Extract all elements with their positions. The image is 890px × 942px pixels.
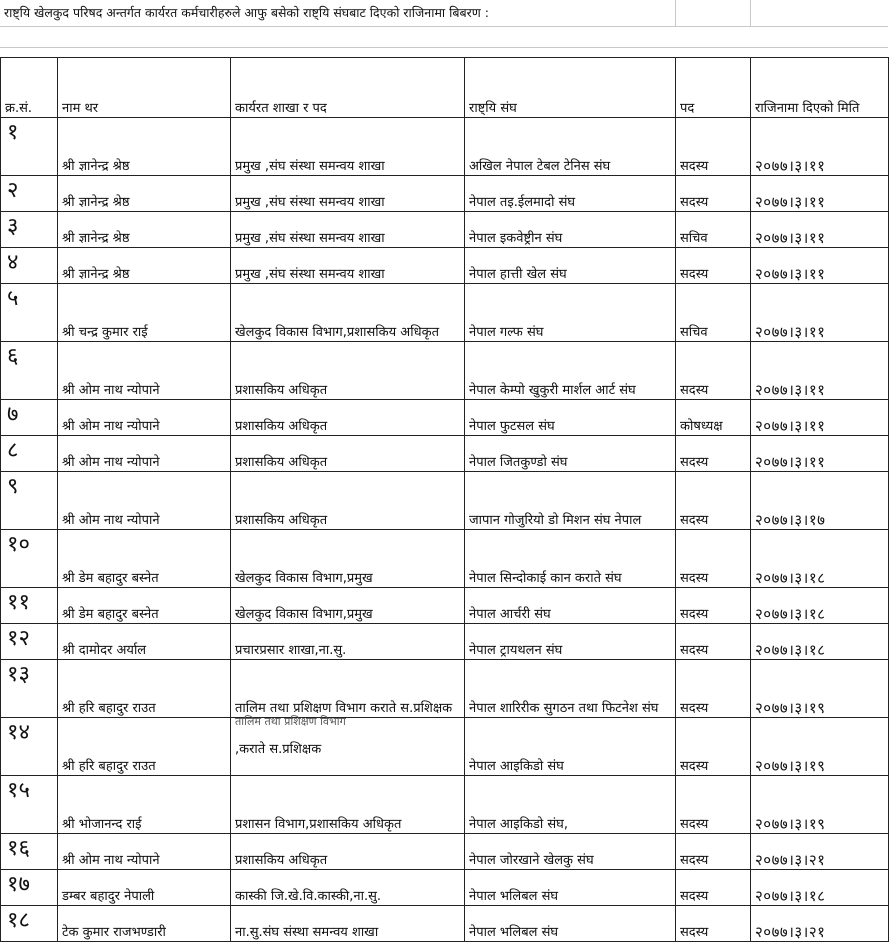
cell-association[interactable]: नेपाल भलिबल संघ bbox=[465, 906, 676, 942]
table-row bbox=[1, 776, 889, 834]
cell-branch[interactable]: प्रशासन विभाग,प्रशासकिय अधिकृत bbox=[231, 776, 465, 834]
cell-sn[interactable]: १३ bbox=[1, 660, 58, 718]
cell-name[interactable]: श्री डेम बहादुर बस्नेत bbox=[58, 588, 231, 624]
table-row bbox=[1, 400, 889, 436]
header-row bbox=[1, 58, 889, 118]
clipped-text: तालिम तथा प्रशिक्षण विभाग bbox=[235, 715, 346, 728]
cell-post[interactable]: सचिव bbox=[676, 212, 751, 248]
cell-sn[interactable]: २ bbox=[1, 176, 58, 212]
cell-post[interactable]: सदस्य bbox=[676, 530, 751, 588]
cell-association[interactable]: नेपाल जोरखाने खेलकु संघ bbox=[465, 834, 676, 870]
cell-association[interactable]: नेपाल आइकिडो संघ bbox=[465, 718, 676, 776]
cell-name[interactable]: श्री डेम बहादुर बस्नेत bbox=[58, 530, 231, 588]
cell-date[interactable]: २०७७।३।११ bbox=[751, 436, 889, 472]
cell-association[interactable]: नेपाल शारिरीक सुगठन तथा फिटनेश संघ bbox=[465, 660, 676, 718]
cell-date[interactable]: २०७७।३।१८ bbox=[751, 530, 889, 588]
cell-sn[interactable]: ८ bbox=[1, 436, 58, 472]
table-row bbox=[1, 906, 889, 942]
cell-association[interactable]: नेपाल ट्रायथलन संघ bbox=[465, 624, 676, 660]
cell-post[interactable]: सदस्य bbox=[676, 436, 751, 472]
table-row bbox=[1, 118, 889, 176]
table-row bbox=[1, 436, 889, 472]
table-row bbox=[1, 248, 889, 284]
cell-date[interactable]: २०७७।३।२१ bbox=[751, 834, 889, 870]
cell-branch[interactable]: तालिम तथा प्रशिक्षण विभाग कराते स.प्रशिक्षक bbox=[231, 660, 465, 718]
cell-date[interactable]: २०७७।३।१९ bbox=[751, 776, 889, 834]
cell-sn[interactable]: १६ bbox=[1, 834, 58, 870]
cell-name[interactable]: श्री दामोदर अर्याल bbox=[58, 624, 231, 660]
table-row bbox=[1, 624, 889, 660]
cell-branch[interactable]: प्रचारप्रसार शाखा,ना.सु. bbox=[231, 624, 465, 660]
cell-post[interactable]: सदस्य bbox=[676, 248, 751, 284]
cell-name[interactable]: श्री हरि बहादुर राउत bbox=[58, 660, 231, 718]
table-row bbox=[1, 342, 889, 400]
cell-branch[interactable]: प्रमुख ,संघ संस्था समन्वय शाखा bbox=[231, 248, 465, 284]
cell-branch[interactable] bbox=[231, 715, 465, 776]
sheet-title[interactable]: राष्ट्यि खेलकुद परिषद अन्तर्गत कार्यरत कर्मचारीहरुले आफु बसेको राष्ट्यि संघबाट दिएको राजिनामा बिबरण : bbox=[4, 5, 489, 20]
cell-association[interactable]: नेपाल गल्फ संघ bbox=[465, 284, 676, 342]
cell-association[interactable]: नेपाल फुटसल संघ bbox=[465, 400, 676, 436]
cell-association[interactable]: जापान गोजुरियो डो मिशन संघ नेपाल bbox=[465, 472, 676, 530]
cell-association[interactable]: नेपाल भलिबल संघ bbox=[465, 870, 676, 906]
cell-branch[interactable]: प्रशासकिय अधिकृत bbox=[231, 342, 465, 400]
cell-sn[interactable]: ९ bbox=[1, 472, 58, 530]
cell-post[interactable]: सदस्य bbox=[676, 660, 751, 718]
cell-branch[interactable]: कास्की जि.खे.वि.कास्की,ना.सु. bbox=[231, 870, 465, 906]
cell-association[interactable]: नेपाल जितकुण्डो संघ bbox=[465, 436, 676, 472]
cell-name[interactable]: श्री ज्ञानेन्द्र श्रेष्ठ bbox=[58, 248, 231, 284]
table-row bbox=[1, 472, 889, 530]
cell-post[interactable]: सदस्य bbox=[676, 176, 751, 212]
table-row bbox=[1, 176, 889, 212]
cell-name[interactable]: श्री ओम नाथ न्योपाने bbox=[58, 436, 231, 472]
title-row bbox=[0, 0, 888, 27]
cell-date[interactable]: २०७७।३।११ bbox=[751, 342, 889, 400]
gridline bbox=[675, 0, 676, 26]
cell-date[interactable]: २०७७।३।१९ bbox=[751, 660, 889, 718]
cell-name[interactable]: श्री ओम नाथ न्योपाने bbox=[58, 834, 231, 870]
cell-sn[interactable]: १४ bbox=[1, 718, 58, 776]
gridline bbox=[750, 0, 751, 26]
cell-sn[interactable]: १० bbox=[1, 530, 58, 588]
cell-association[interactable]: नेपाल तइ.ईलमादो संघ bbox=[465, 176, 676, 212]
cell-sn[interactable]: १८ bbox=[1, 906, 58, 942]
header-branch[interactable]: कार्यरत शाखा र पद bbox=[231, 58, 465, 118]
cell-post[interactable]: सदस्य bbox=[676, 906, 751, 942]
table-row bbox=[1, 588, 889, 624]
cell-post[interactable]: सदस्य bbox=[676, 472, 751, 530]
header-post[interactable]: पद bbox=[676, 58, 751, 118]
cell-date[interactable]: २०७७।३।१८ bbox=[751, 588, 889, 624]
cell-sn[interactable]: ५ bbox=[1, 284, 58, 342]
cell-sn[interactable]: ११ bbox=[1, 588, 58, 624]
cell-name[interactable]: श्री ज्ञानेन्द्र श्रेष्ठ bbox=[58, 212, 231, 248]
cell-post[interactable]: सचिव bbox=[676, 284, 751, 342]
cell-association[interactable]: नेपाल हात्ती खेल संघ bbox=[465, 248, 676, 284]
cell-post[interactable]: सदस्य bbox=[676, 624, 751, 660]
cell-branch[interactable]: खेलकुद विकास विभाग,प्रमुख bbox=[231, 530, 465, 588]
cell-sn[interactable]: १५ bbox=[1, 776, 58, 834]
resignation-table bbox=[0, 57, 889, 942]
header-sn[interactable]: क्र.सं. bbox=[1, 58, 58, 118]
header-name[interactable]: नाम थर bbox=[58, 58, 231, 118]
cell-sn[interactable]: ४ bbox=[1, 248, 58, 284]
cell-name[interactable]: टेक कुमार राजभण्डारी bbox=[58, 906, 231, 942]
table-row bbox=[1, 660, 889, 718]
cell-date[interactable]: २०७७।३।११ bbox=[751, 284, 889, 342]
cell-sn[interactable]: १७ bbox=[1, 870, 58, 906]
cell-post[interactable]: कोषध्यक्ष bbox=[676, 400, 751, 436]
cell-date[interactable]: २०७७।३।१८ bbox=[751, 870, 889, 906]
table-row bbox=[1, 834, 889, 870]
table-row bbox=[1, 212, 889, 248]
cell-branch[interactable]: प्रमुख ,संघ संस्था समन्वय शाखा bbox=[231, 118, 465, 176]
cell-post[interactable]: सदस्य bbox=[676, 588, 751, 624]
cell-sn[interactable]: १२ bbox=[1, 624, 58, 660]
header-date[interactable]: राजिनामा दिएको मिति bbox=[751, 58, 889, 118]
cell-branch[interactable]: खेलकुद विकास विभाग,प्रमुख bbox=[231, 588, 465, 624]
blank-row[interactable] bbox=[0, 27, 888, 48]
cell-branch[interactable]: खेलकुद विकास विभाग,प्रशासकिय अधिकृत bbox=[231, 284, 465, 342]
cell-sn[interactable]: ६ bbox=[1, 342, 58, 400]
cell-date[interactable]: २०७७।३।११ bbox=[751, 248, 889, 284]
table-row bbox=[1, 530, 889, 588]
cell-sn[interactable]: ७ bbox=[1, 400, 58, 436]
header-association[interactable]: राष्ट्यि संघ bbox=[465, 58, 676, 118]
cell-association[interactable]: नेपाल आइकिडो संघ, bbox=[465, 776, 676, 834]
cell-post[interactable]: सदस्य bbox=[676, 870, 751, 906]
cell-date[interactable]: २०७७।३।११ bbox=[751, 400, 889, 436]
cell-name[interactable]: श्री चन्द्र कुमार राई bbox=[58, 284, 231, 342]
cell-name[interactable]: श्री ओम नाथ न्योपाने bbox=[58, 342, 231, 400]
cell-sn[interactable]: १ bbox=[1, 118, 58, 176]
cell-association[interactable]: नेपाल केम्पो खुकुरी मार्शल आर्ट संघ bbox=[465, 342, 676, 400]
cell-name[interactable]: डम्बर बहादुर नेपाली bbox=[58, 870, 231, 906]
cell-date[interactable]: २०७७।३।११ bbox=[751, 212, 889, 248]
cell-name[interactable]: श्री ज्ञानेन्द्र श्रेष्ठ bbox=[58, 176, 231, 212]
cell-post[interactable]: सदस्य bbox=[676, 834, 751, 870]
cell-branch[interactable]: प्रशासकिय अधिकृत bbox=[231, 472, 465, 530]
cell-post[interactable]: सदस्य bbox=[676, 718, 751, 776]
cell-sn[interactable]: ३ bbox=[1, 212, 58, 248]
branch-text: ,कराते स.प्रशिक्षक bbox=[235, 742, 322, 757]
cell-date[interactable]: २०७७।३।१७ bbox=[751, 472, 889, 530]
cell-date[interactable]: २०७७।३।२१ bbox=[751, 906, 889, 942]
cell-association[interactable]: नेपाल आर्चरी संघ bbox=[465, 588, 676, 624]
cell-association[interactable]: नेपाल इकवेष्ट्रीन संघ bbox=[465, 212, 676, 248]
cell-branch[interactable]: ना.सु.संघ संस्था समन्वय शाखा bbox=[231, 906, 465, 942]
cell-association[interactable]: अखिल नेपाल टेबल टेनिस संघ bbox=[465, 118, 676, 176]
cell-name[interactable]: श्री ज्ञानेन्द्र श्रेष्ठ bbox=[58, 118, 231, 176]
cell-branch[interactable]: प्रमुख ,संघ संस्था समन्वय शाखा bbox=[231, 176, 465, 212]
cell-name[interactable]: श्री भोजानन्द राई bbox=[58, 776, 231, 834]
cell-post[interactable]: सदस्य bbox=[676, 342, 751, 400]
cell-post[interactable]: सदस्य bbox=[676, 118, 751, 176]
cell-post[interactable]: सदस्य bbox=[676, 776, 751, 834]
cell-branch[interactable]: प्रमुख ,संघ संस्था समन्वय शाखा bbox=[231, 212, 465, 248]
table-row bbox=[1, 284, 889, 342]
cell-branch[interactable]: प्रशासकिय अधिकृत bbox=[231, 436, 465, 472]
cell-association[interactable]: नेपाल सिन्दोकाई कान कराते संघ bbox=[465, 530, 676, 588]
cell-date[interactable]: २०७७।३।११ bbox=[751, 176, 889, 212]
cell-date[interactable]: २०७७।३।११ bbox=[751, 118, 889, 176]
cell-name[interactable]: श्री ओम नाथ न्योपाने bbox=[58, 400, 231, 436]
cell-date[interactable]: २०७७।३।१८ bbox=[751, 624, 889, 660]
cell-branch[interactable]: प्रशासकिय अधिकृत bbox=[231, 400, 465, 436]
table-row bbox=[1, 718, 889, 776]
cell-branch[interactable]: प्रशासकिय अधिकृत bbox=[231, 834, 465, 870]
cell-date[interactable]: २०७७।३।१९ bbox=[751, 718, 889, 776]
cell-name[interactable]: श्री ओम नाथ न्योपाने bbox=[58, 472, 231, 530]
cell-name[interactable]: श्री हरि बहादुर राउत bbox=[58, 718, 231, 776]
table-row bbox=[1, 870, 889, 906]
